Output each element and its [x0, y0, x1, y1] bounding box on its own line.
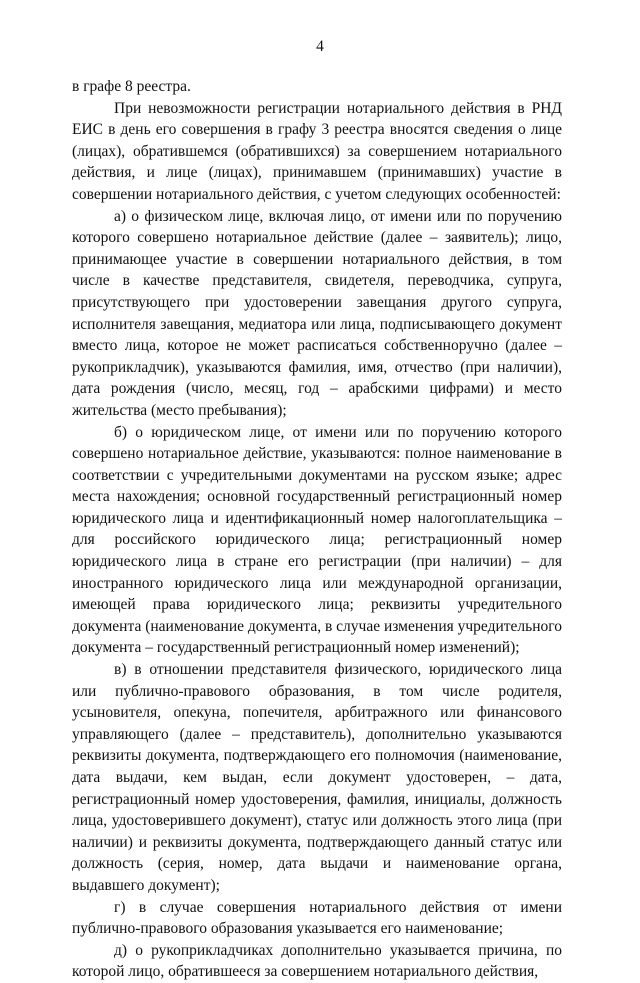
- page-number: 4: [316, 38, 324, 55]
- paragraph-intro: При невозможности регистрации нотариального действия в РНД ЕИС в день его совершения в графу 3 реестра вносятся сведения о лице (лицах), обратившемся (обратившихся) за совершением нотариального действия, и лице (лицах), принимавшем (принимавших) участие в совершении нотариального действия, с учетом следующих особенностей:: [72, 99, 562, 203]
- paragraph-item-d: д) о рукоприкладчиках дополнительно указывается причина, по которой лицо, обратившееся за совершением нотариального действия,: [72, 941, 562, 981]
- paragraph-item-v: в) в отношении представителя физического, юридического лица или публично-правового образования, в том числе родителя, усыновителя, опекуна, попечителя, арбитражного или финансового управляющего (далее – представитель), дополнительно указываются реквизиты документа, подтверждающего его полномочия (наименование, дата выдачи, кем выдан, если документ удостоверен, – дата, регистрационный номер удостоверения, фамилия, инициалы, должность лица, удостоверившего документ), статус или должность этого лица (при наличии) и реквизиты документа, подтверждающего данный статус или должность (серия, номер, дата выдачи и наименование органа, выдавшего документ);: [72, 661, 562, 894]
- paragraph-item-a: а) о физическом лице, включая лицо, от имени или по поручению которого совершено нотариальное действие (далее – заявитель); лицо, принимающее участие в совершении нотариального действия, в том числе в качестве представителя, свидетеля, переводчика, супруга, присутствующего при удостоверении завещания другого супруга, исполнителя завещания, медиатора или лица, подписывающего документ вместо лица, которое не может расписаться собственноручно (далее – рукоприкладчик), указываются фамилия, имя, отчество (при наличии), дата рождения (число, месяц, год – арабскими цифрами) и место жительства (место пребывания);: [72, 207, 562, 419]
- paragraph-item-g: г) в случае совершения нотариального действия от имени публично-правового образования указывается его наименование;: [72, 898, 562, 938]
- document-body: [72, 76, 562, 983]
- paragraph-continuation: в графе 8 реестра.: [72, 78, 191, 95]
- paragraph-item-b: б) о юридическом лице, от имени или по поручению которого совершено нотариальное действие, указываются: полное наименование в соответствии с учредительными документами на русском языке; адрес места нахождения; основной государственный регистрационный номер юридического лица и идентификационный номер налогоплательщика – для российского юридического лица; регистрационный номер юридического лица в стране его регистрации (при наличии) – для иностранного юридического лица или международной организации, имеющей права юридического лица; реквизиты учредительного документа (наименование документа, в случае изменения учредительного документа – государственный регистрационный номер изменений);: [72, 423, 562, 657]
